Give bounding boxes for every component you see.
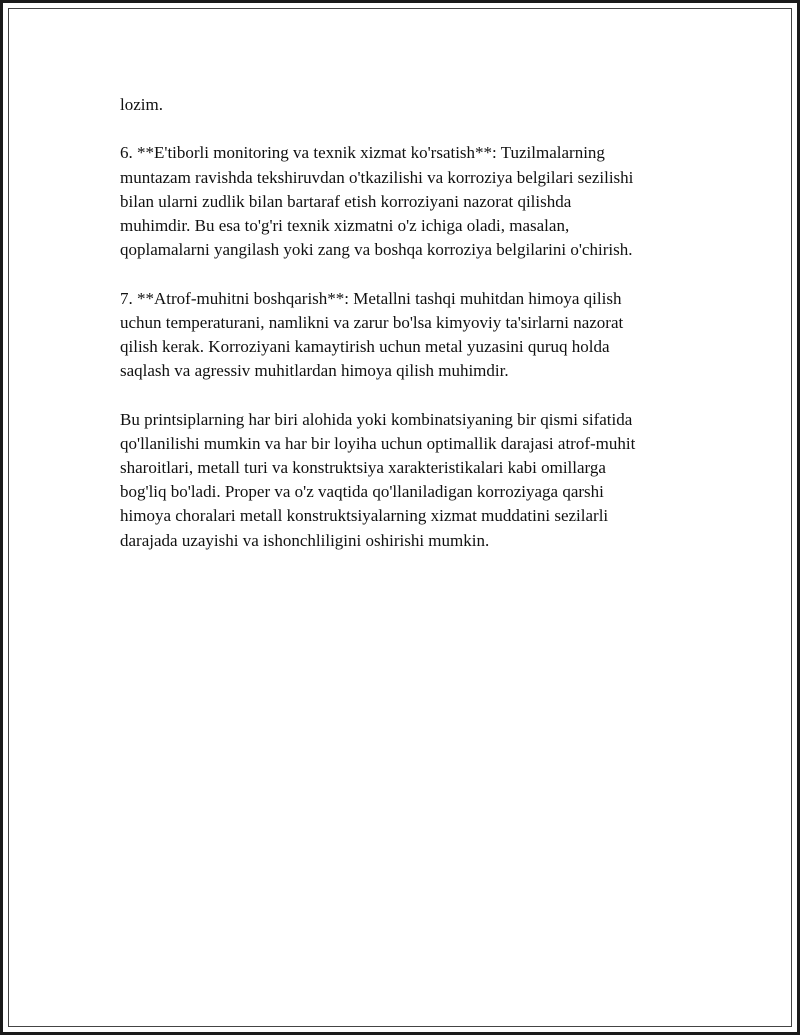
paragraph-environment: 7. **Atrof-muhitni boshqarish**: Metallni tashqi muhitdan himoya qilish uchun temperaturani, namlikni va zarur bo'lsa kimyoviy ta'sirlarni nazorat qilish kerak. Korroziyani kamaytirish uchun metal yuzasini quruq holda saqlash va agressiv muhitlardan himoya qilish muhimdir. [120,288,624,381]
paragraph-conclusion: Bu printsiplarning har biri alohida yoki kombinatsiyaning bir qismi sifatida qo'llanilishi mumkin va har bir loyiha uchun optimallik darajasi atrof-muhit sharoitlari, metall turi va konstruktsiya xarakteristikalari kabi omillarga bog'liq bo'ladi. Proper va o'z vaqtida qo'llaniladigan korroziyaga qarshi himoya choralari metall konstruktsiyalarning xizmat muddatini sezilarli darajada uzayishi va ishonchliligini oshirishi mumkin. [120,409,636,550]
paragraph-monitoring: 6. **E'tiborli monitoring va texnik xizmat ko'rsatish**: Tuzilmalarning muntazam ravishda tekshiruvdan o'tkazilishi va korroziya belgilari sezilishi bilan ularni zudlik bilan bartaraf etish korroziyani nazorat qilishda muhimdir. Bu esa to'g'ri texnik xizmatni o'z ichiga oladi, masalan, qoplamalarni yangilash yoki zang va boshqa korroziya belgilarini o'chirish. [120,143,634,260]
document-body [120,93,695,577]
paragraph-continuation: lozim. [120,95,163,114]
